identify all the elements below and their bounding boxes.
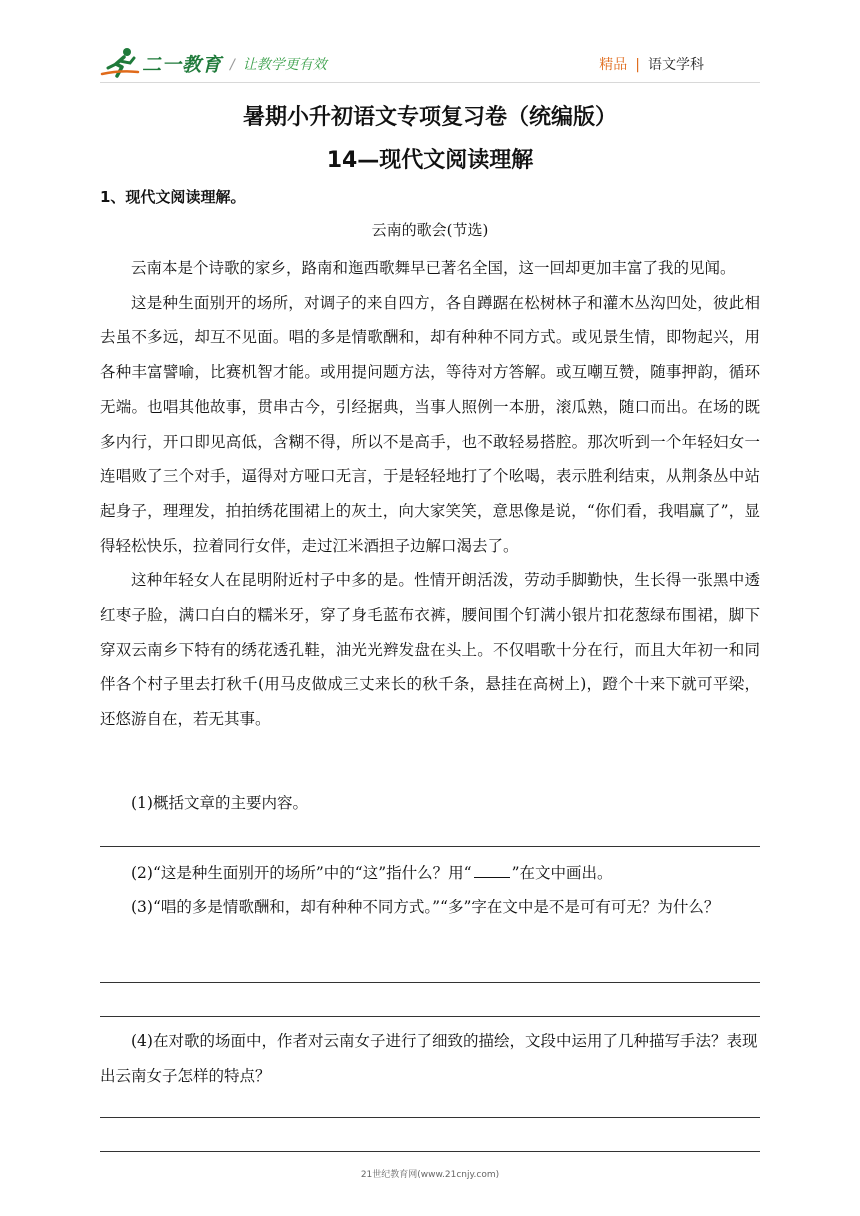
answer-line[interactable] [100,846,760,847]
premium-label: 精品 [599,57,628,73]
answer-line[interactable] [100,1151,760,1152]
essay-body [100,251,760,737]
answer-line[interactable] [100,982,760,983]
essay-paragraph: 这是种生面别开的场所，对调子的来自四方，各自蹲踞在松树林子和灌木丛沟凹处，彼此相去虽不多远，却互不见面。唱的多是情歌酬和，却有种种不同方式。或见景生情，即物起兴，用各种丰富譬喻，比赛机智才能。或用提问题方法，等待对方答解。或互嘲互赞，随事押韵，循环无端。也唱其他故事，贯串古今，引经据典，当事人照例一本册，滚瓜熟，随口而出。在场的既多内行，开口即见高低，含糊不得，所以不是高手，也不敢轻易搭腔。那次听到一个年轻妇女一连唱败了三个对手，逼得对方哑口无言，于是轻轻地打了个吆喝，表示胜利结束，从荆条丛中站起身子，理理发，拍拍绣花围裙上的灰土，向大家笑笑，意思像是说，“你们看，我唱赢了”，显得轻松快乐，拉着同行女伴，走过江米酒担子边解口渴去了。 [100,293,760,555]
logo-text: 二一教育 [142,53,223,76]
question-1: (1)概括文章的主要内容。 [131,794,308,812]
question-2-text-b: ”在文中画出。 [511,864,613,882]
page-title: 暑期小升初语文专项复习卷（统编版） [242,105,617,130]
question-heading: 1、现代文阅读理解。 [100,188,246,206]
running-man-logo-icon [100,46,140,80]
question-3: (3)“唱的多是情歌酬和，却有种种不同方式。”“多”字在文中是不是可有可无？为什么？ [131,898,720,916]
question-2 [100,856,760,891]
essay-title: 云南的歌会(节选) [371,221,489,239]
question-4: (4)在对歌的场面中，作者对云南女子进行了细致的描绘，文段中运用了几种描写手法？表现出云南女子怎样的特点？ [100,1032,758,1085]
slogan: / 让教学更有效 [230,57,327,73]
question-2-text-a: (2)“这是种生面别开的场所”中的“这”指什么？用“ [131,864,472,882]
header-right [599,54,704,74]
page-subtitle: 14—现代文阅读理解 [326,148,534,173]
essay-paragraph: 云南本是个诗歌的家乡，路南和迤西歌舞早已著名全国，这一回却更加丰富了我的见闻。 [131,259,736,277]
essay-paragraph: 这种年轻女人在昆明附近村子中多的是。性情开朗活泼，劳动手脚勤快，生长得一张黑中透红枣子脸，满口白白的糯米牙，穿了身毛蓝布衣裤，腰间围个钉满小银片扣花葱绿布围裙，脚下穿双云南乡下特有的绣花透孔鞋，油光光辫发盘在头上。不仅唱歌十分在行，而且大年初一和同伴各个村子里去打秋千(用马皮做成三丈来长的秋千条，悬挂在高树上)，蹬个十来下就可平梁，还悠游自在，若无其事。 [100,571,760,729]
subject-label: 语文学科 [648,57,704,73]
page-footer: 21世纪教育网(www.21cnjy.com) [360,1170,500,1180]
answer-line[interactable] [100,1016,760,1017]
header-rule [100,82,760,83]
header-divider: | [635,57,640,73]
slogan-text: 让教学更有效 [242,57,327,73]
answer-line[interactable] [100,1117,760,1118]
underline-blank [474,863,510,878]
logo [100,46,222,80]
